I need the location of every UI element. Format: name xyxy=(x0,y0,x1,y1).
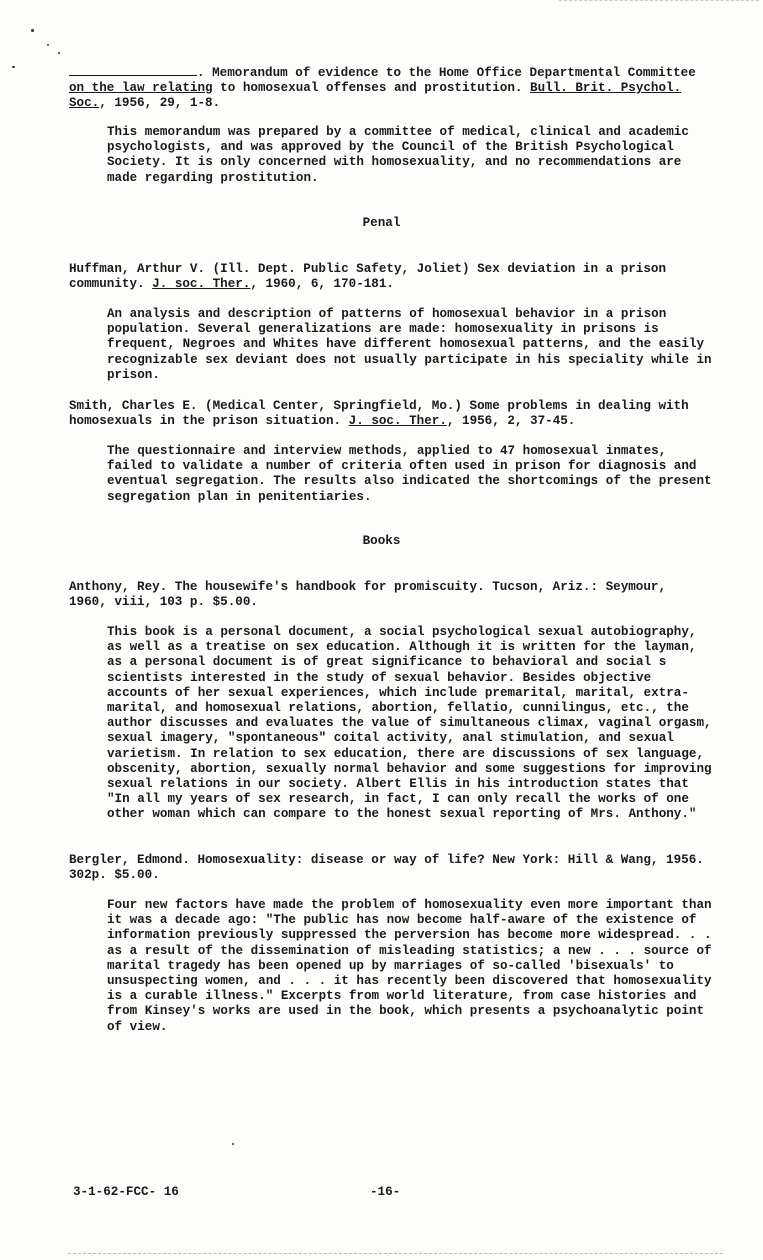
document-code: 3-1-62-FCC- 16 xyxy=(73,1185,179,1199)
citation-huffman: Huffman, Arthur V. (Ill. Dept. Public Safety, Joliet) Sex deviation in a prison community. J. soc. Ther., 1960, 6, 170-181. xyxy=(69,262,667,292)
journal-name-cont: Soc. xyxy=(69,96,100,111)
abstract-bergler: Four new factors have made the problem of homosexuality even more important than it was a decade ago: "The public has now become half-aware of the existence of information previously suppressed the perversion has become more widespread. . . as a result of the dissemination of misleading statistics; a new . . . source of marital tragedy has been opened up by marriages of so-called 'bisexuals' to unsuspecting women, and . . . it has recently been discovered that homosexuality is a curable illness." Excerpts from world literature, from case histories and from Kinsey's works are used in the book, which presents a psychoanalytic point of view. xyxy=(107,898,712,1034)
journal-name: J. soc. Ther. xyxy=(152,277,251,292)
scan-speck xyxy=(12,66,15,68)
abstract-huffman: An analysis and description of patterns of homosexual behavior in a prison population. Several generalizations are made: homosexuality in prisons is frequent, Negroes and Whites have different homosexual patterns, and the easily recognizable sex deviant does not usually participate in his speciality while in prison. xyxy=(107,307,712,382)
section-heading-books: Books xyxy=(362,534,401,548)
citation-memorandum: . Memorandum of evidence to the Home Office Departmental Committee on the law relating to homosexual offenses and prostitution. Bull. Brit. Psychol. Soc., 1956, 29, 1-8. xyxy=(69,66,696,111)
abstract-memorandum: This memorandum was prepared by a committee of medical, clinical and academic psychologists, and was approved by the Council of the British Psychological Society. It is only concerned with homosexuality, and no recommendations are made regarding prostitution. xyxy=(107,125,689,185)
citation-bergler: Bergler, Edmond. Homosexuality: disease or way of life? New York: Hill & Wang, 1956. 302p. $5.00. xyxy=(69,853,704,883)
abstract-anthony: This book is a personal document, a social psychological sexual autobiography, as well as a treatise on sex education. Although it is written for the layman, as a personal document is of great significance to behavioral and social s scientists interested in the study of sexual behavior. Besides objective accounts of her sexual experiences, which include premarital, marital, extra-marital, and homosexual relations, abortion, fellatio, cunnilingus, etc., the author discusses and evaluates the value of simultaneous climax, vaginal orgasm, sexual imagery, "spontaneous" coital activity, anal stimulation, and sexual varietism. In relation to sex education, there are discussions of sex language, obscenity, abortion, sexually normal behavior and some suggestions for improving sexual relations in our society. Albert Ellis in his introduction states that "In all my years of sex research, in fact, I can only recall the works of one other woman which can compare to the honest sexual reporting of Mrs. Anthony." xyxy=(107,625,712,822)
citation-anthony: Anthony, Rey. The housewife's handbook for promiscuity. Tucson, Ariz.: Seymour, 1960, viii, 103 p. $5.00. xyxy=(69,580,667,610)
citation-smith: Smith, Charles E. (Medical Center, Springfield, Mo.) Some problems in dealing with homosexuals in the prison situation. J. soc. Ther., 1956, 2, 37-45. xyxy=(69,399,689,429)
abstract-smith: The questionnaire and interview methods, applied to 47 homosexual inmates, failed to validate a number of criteria often used in prison for diagnosis and eventual segregation. The results also indicated the shortcomings of the present segregation plan in penitentiaries. xyxy=(107,444,712,504)
scan-edge-dashes-top xyxy=(559,0,759,1)
journal-name: J. soc. Ther. xyxy=(348,414,447,429)
section-heading-penal: Penal xyxy=(362,216,401,230)
scan-speck xyxy=(232,1143,234,1145)
scan-speck xyxy=(58,52,60,54)
scan-edge-dashes-bottom xyxy=(68,1253,723,1254)
scan-speck xyxy=(31,29,34,32)
journal-name: Bull. Brit. Psychol. xyxy=(530,81,682,96)
ditto-author-line xyxy=(69,75,197,76)
page-number: -16- xyxy=(370,1185,401,1199)
scan-speck xyxy=(47,44,49,46)
